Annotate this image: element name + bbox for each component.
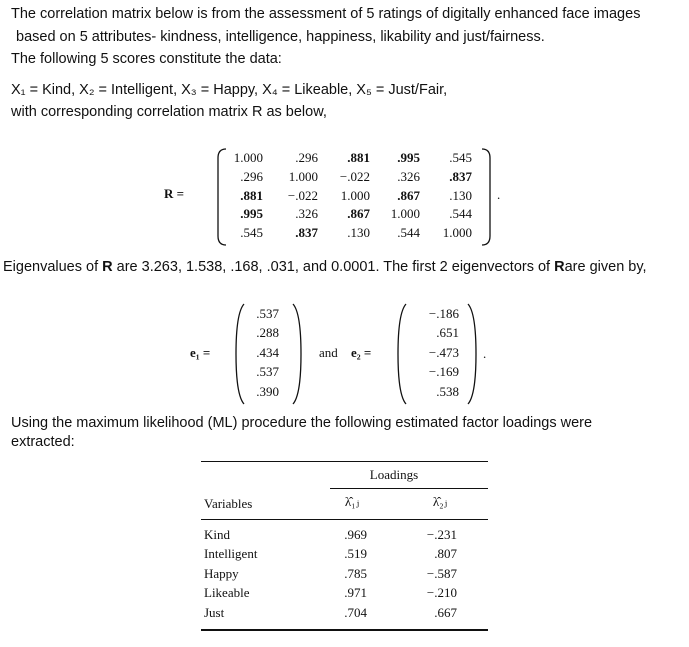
matrix-cell: −.022	[339, 169, 370, 184]
matrix-cell: .995	[240, 206, 263, 221]
e2-component: −.473	[428, 345, 459, 360]
e1-component: .537	[256, 306, 279, 321]
matrix-cell: .867	[397, 188, 420, 203]
matrix-cell: .995	[397, 150, 420, 165]
e2-component: −.186	[428, 306, 459, 321]
matrix-cell: .881	[347, 150, 370, 165]
matrix-cell: .326	[397, 169, 420, 184]
table-lambda1: .785	[344, 566, 367, 581]
matrix-cell: .326	[295, 206, 318, 221]
table-lambda2: −.210	[426, 585, 457, 600]
e1-component: .390	[256, 384, 279, 399]
intro-line-5: with corresponding correlation matrix R as below,	[11, 104, 327, 120]
vectors-period: .	[483, 346, 487, 361]
matrix-period: .	[497, 187, 501, 202]
loadings-subrule	[330, 488, 488, 489]
table-header-rule	[201, 519, 488, 520]
e2-component: −.169	[428, 364, 459, 379]
table-variable: Kind	[204, 527, 230, 542]
table-variable: Likeable	[204, 585, 250, 600]
intro-line-3: The following 5 scores constitute the data:	[11, 51, 282, 67]
table-lambda1: .969	[344, 527, 367, 542]
table-lambda2: −.231	[426, 527, 457, 542]
e1-component: .537	[256, 364, 279, 379]
e1-component: .434	[256, 345, 279, 360]
lambda1-header: λ̂₁ⱼ	[344, 494, 360, 509]
matrix-cell: .837	[449, 169, 472, 184]
and-text: and	[319, 345, 338, 360]
matrix-cell: .130	[449, 188, 472, 203]
e2-component: .651	[436, 325, 459, 340]
lambda2-header: λ̂₂ⱼ	[432, 494, 448, 509]
e2-left-bracket	[396, 303, 408, 405]
matrix-cell: .837	[295, 225, 318, 240]
table-lambda2: .667	[434, 605, 457, 620]
e1-component: .288	[256, 325, 279, 340]
table-lambda1: .971	[344, 585, 367, 600]
table-lambda2: −.587	[426, 566, 457, 581]
matrix-cell: .545	[449, 150, 472, 165]
matrix-cell: .130	[347, 225, 370, 240]
matrix-cell: 1.000	[288, 169, 318, 184]
variables-header: Variables	[204, 496, 253, 511]
e2-right-bracket	[466, 303, 478, 405]
table-lambda1: .704	[344, 605, 367, 620]
matrix-cell: .544	[449, 206, 472, 221]
intro-line-1: The correlation matrix below is from the assessment of 5 ratings of digitally enhanced face images	[11, 6, 641, 22]
e1-label: e₁ =	[190, 345, 211, 360]
table-top-rule	[201, 461, 488, 462]
matrix-cell: 1.000	[340, 188, 370, 203]
matrix-cell: .867	[347, 206, 370, 221]
matrix-cell: .544	[397, 225, 420, 240]
matrix-cell: −.022	[287, 188, 318, 203]
matrix-cell: .296	[295, 150, 318, 165]
matrix-cell: .296	[240, 169, 263, 184]
e2-label: e₂ =	[351, 345, 372, 360]
matrix-cell: 1.000	[233, 150, 263, 165]
loadings-header: Loadings	[369, 467, 419, 482]
table-lambda2: .807	[434, 546, 457, 561]
table-variable: Just	[204, 605, 225, 620]
table-bottom-rule	[201, 629, 488, 631]
ml-text-line-1: Using the maximum likelihood (ML) procedure the following estimated factor loadings were	[11, 415, 593, 431]
variable-definitions: X₁ = Kind, X₂ = Intelligent, X₃ = Happy, X₄ = Likeable, X₅ = Just/Fair,	[11, 82, 448, 98]
ml-text-line-2: extracted:	[11, 434, 75, 450]
matrix-cell: 1.000	[390, 206, 420, 221]
intro-line-2: based on 5 attributes- kindness, intelligence, happiness, likability and just/fairness.	[16, 29, 545, 45]
matrix-label: R =	[164, 186, 185, 201]
e2-component: .538	[436, 384, 459, 399]
matrix-right-bracket	[480, 148, 492, 246]
matrix-cell: .545	[240, 225, 263, 240]
matrix-cell: 1.000	[442, 225, 472, 240]
table-variable: Intelligent	[204, 546, 258, 561]
matrix-cell: .881	[240, 188, 263, 203]
eigenvalues-text: Eigenvalues of R are 3.263, 1.538, .168, .031, and 0.0001. The first 2 eigenvectors of Rare given by,	[3, 259, 647, 275]
e1-right-bracket	[291, 303, 303, 405]
table-variable: Happy	[204, 566, 239, 581]
table-lambda1: .519	[344, 546, 367, 561]
